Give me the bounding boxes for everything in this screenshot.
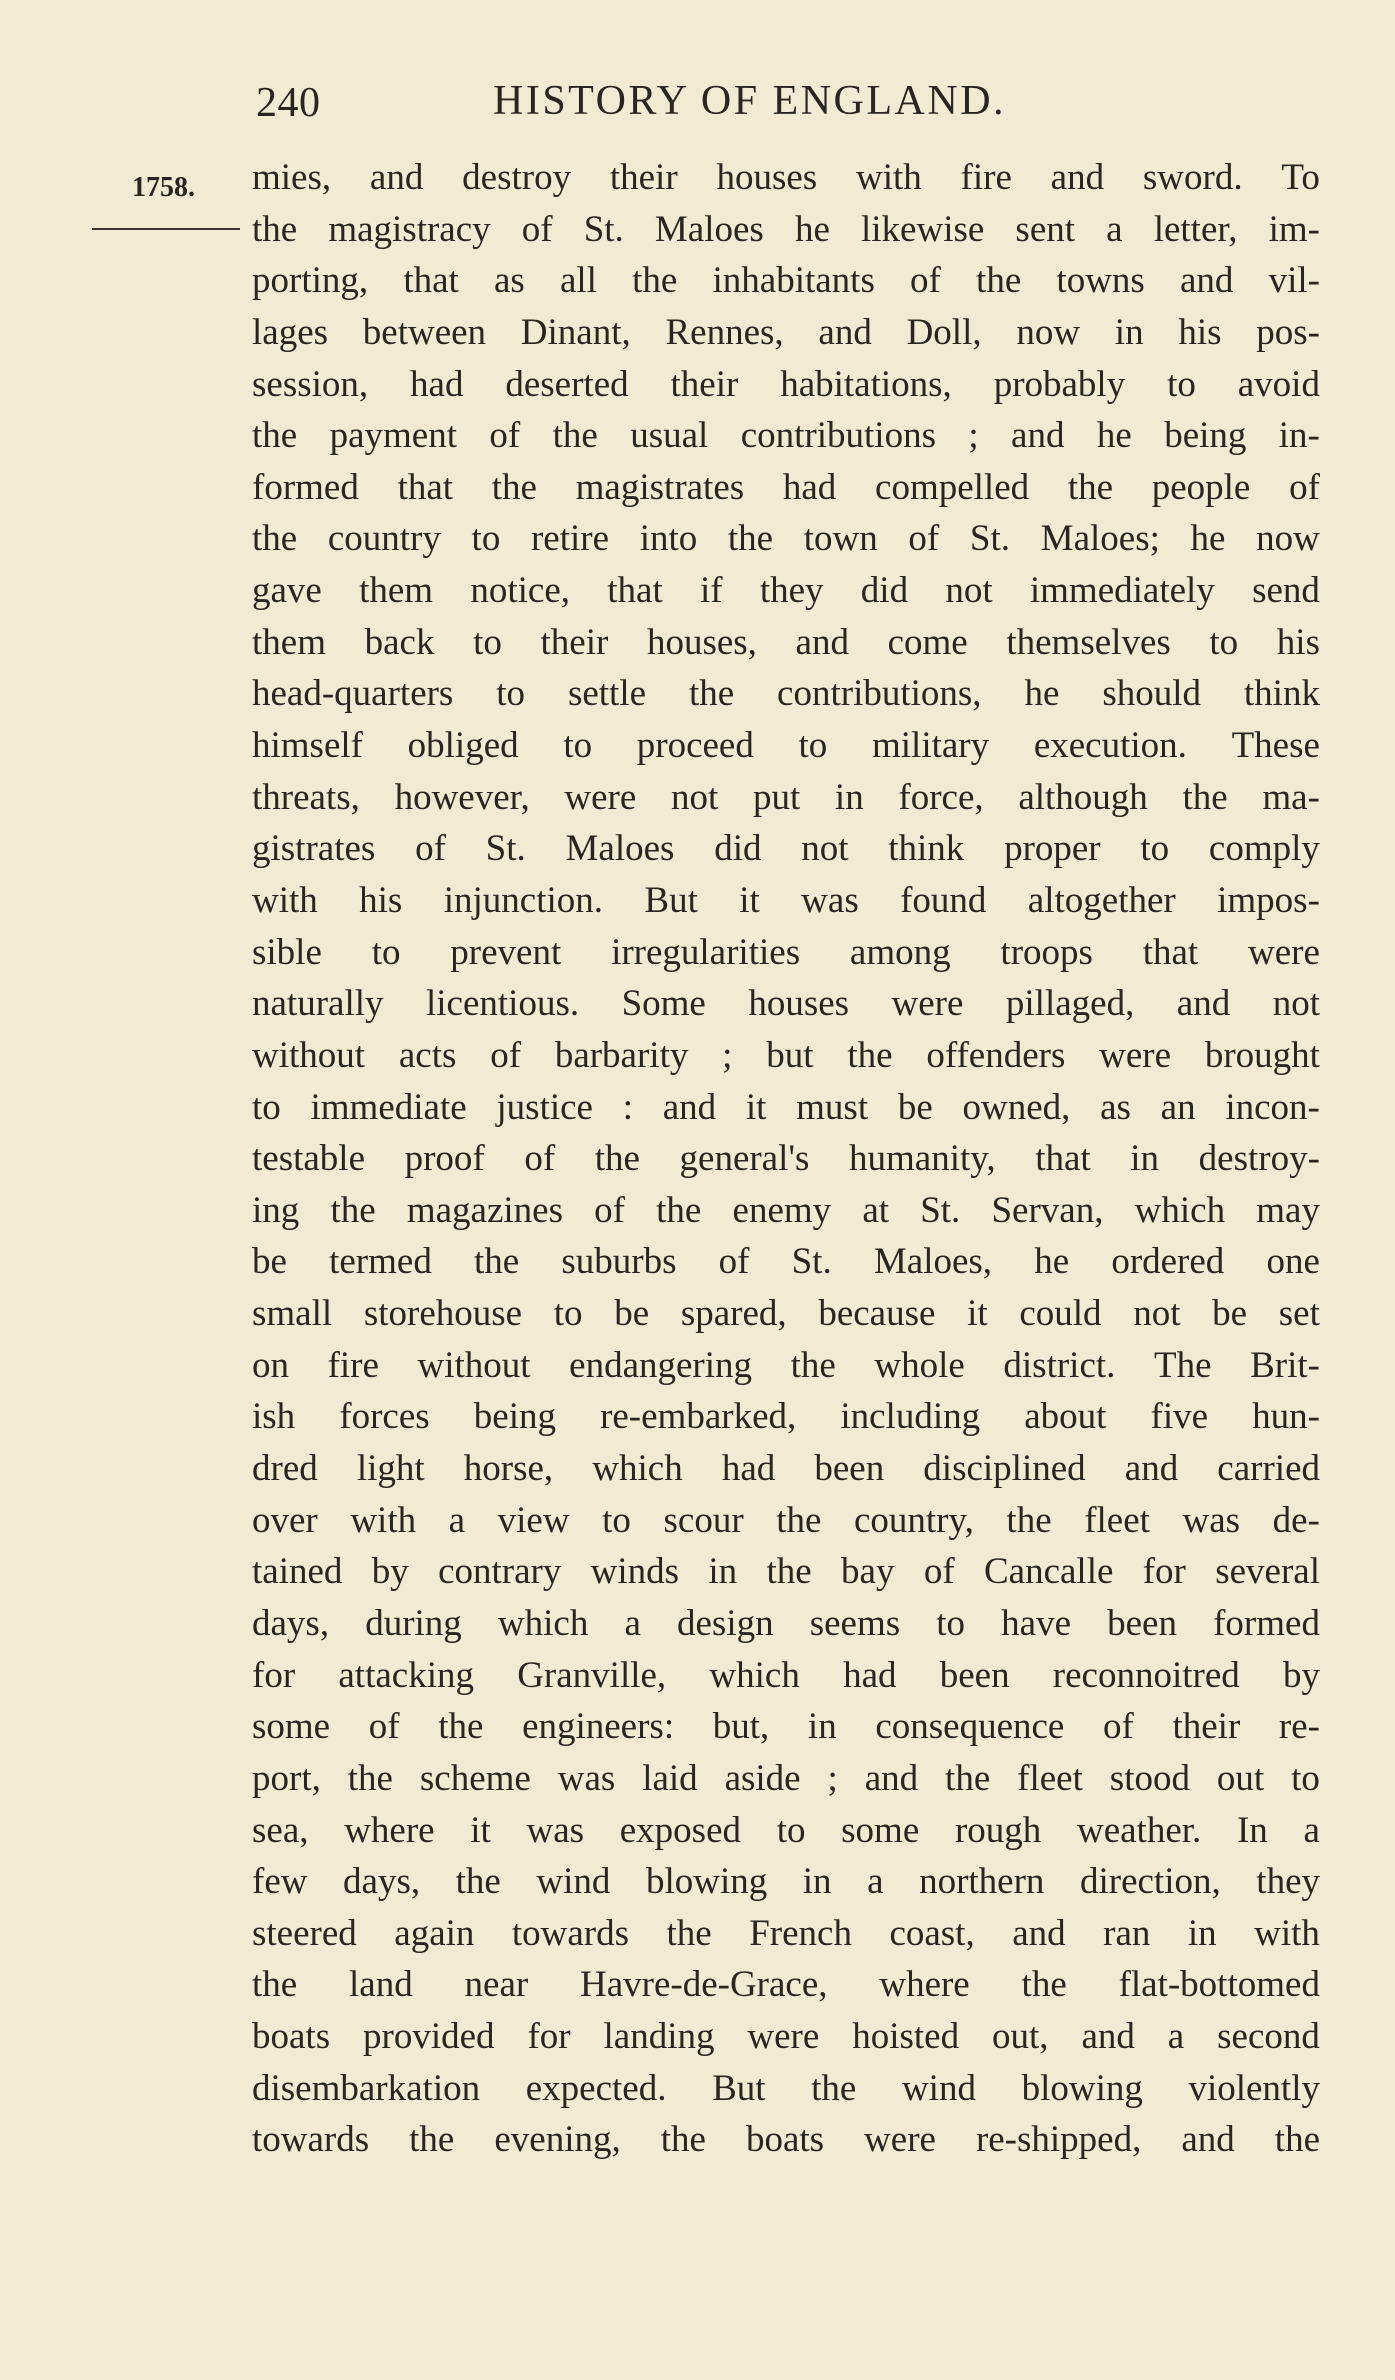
- text-line: port, the scheme was laid aside ; and the fleet stood out to: [252, 1757, 1320, 1799]
- text-line: himself obliged to proceed to military execution. These: [252, 725, 1320, 767]
- text-line: dred light horse, which had been disciplined and carried: [252, 1448, 1320, 1490]
- text-line: days, during which a design seems to have been formed: [252, 1602, 1320, 1644]
- text-line: steered again towards the French coast, and ran in with: [252, 1912, 1320, 1954]
- text-line: tained by contrary winds in the bay of Cancalle for several: [252, 1551, 1320, 1593]
- running-head: HISTORY OF ENGLAND.: [493, 78, 1007, 124]
- text-line: few days, the wind blowing in a northern direction, they: [252, 1861, 1320, 1903]
- text-line: be termed the suburbs of St. Maloes, he ordered one: [252, 1241, 1320, 1283]
- text-line: mies, and destroy their houses with fire and sword. To: [252, 157, 1320, 198]
- text-line: the payment of the usual contributions ; and he being in-: [252, 415, 1320, 457]
- text-line: boats provided for landing were hoisted out, and a second: [252, 2016, 1320, 2058]
- text-line: lages between Dinant, Rennes, and Doll, now in his pos-: [252, 311, 1320, 353]
- text-line: session, had deserted their habitations, probably to avoid: [252, 363, 1320, 405]
- text-line: to immediate justice : and it must be owned, as an incon-: [252, 1086, 1320, 1128]
- text-line: the country to retire into the town of St. Maloes; he now: [252, 518, 1320, 560]
- text-line: the magistracy of St. Maloes he likewise sent a letter, im-: [252, 208, 1320, 250]
- text-line: with his injunction. But it was found altogether impos-: [252, 879, 1320, 921]
- text-line: without acts of barbarity ; but the offenders were brought: [252, 1034, 1320, 1076]
- text-line: naturally licentious. Some houses were pillaged, and not: [252, 983, 1320, 1025]
- text-line: small storehouse to be spared, because it could not be set: [252, 1293, 1320, 1335]
- text-line: over with a view to scour the country, the fleet was de-: [252, 1499, 1320, 1541]
- text-line: sea, where it was exposed to some rough weather. In a: [252, 1809, 1320, 1851]
- text-line: head-quarters to settle the contributions, he should think: [252, 673, 1320, 715]
- text-line: disembarkation expected. But the wind blowing violently: [252, 2067, 1320, 2109]
- text-line: some of the engineers: but, in consequence of their re-: [252, 1706, 1320, 1748]
- text-line: testable proof of the general's humanity, that in destroy-: [252, 1138, 1320, 1180]
- text-line: gistrates of St. Maloes did not think proper to comply: [252, 828, 1320, 870]
- margin-year: 1758.: [132, 172, 195, 203]
- text-line: gave them notice, that if they did not immediately send: [252, 570, 1320, 612]
- text-line: ing the magazines of the enemy at St. Servan, which may: [252, 1189, 1320, 1231]
- margin-rule: [92, 228, 240, 230]
- text-line: them back to their houses, and come themselves to his: [252, 621, 1320, 663]
- text-line: sible to prevent irregularities among troops that were: [252, 931, 1320, 973]
- text-line: for attacking Granville, which had been reconnoitred by: [252, 1654, 1320, 1696]
- page-number: 240: [256, 80, 321, 126]
- text-line: on fire without endangering the whole district. The Brit-: [252, 1344, 1320, 1386]
- text-line: formed that the magistrates had compelled the people of: [252, 466, 1320, 508]
- text-line: the land near Havre-de-Grace, where the flat-bottomed: [252, 1964, 1320, 2006]
- body-text: [252, 152, 1320, 2166]
- text-line: porting, that as all the inhabitants of the towns and vil-: [252, 260, 1320, 302]
- text-line: threats, however, were not put in force, although the ma-: [252, 776, 1320, 818]
- text-line: towards the evening, the boats were re-shipped, and the: [252, 2119, 1320, 2161]
- text-line: ish forces being re-embarked, including about five hun-: [252, 1396, 1320, 1438]
